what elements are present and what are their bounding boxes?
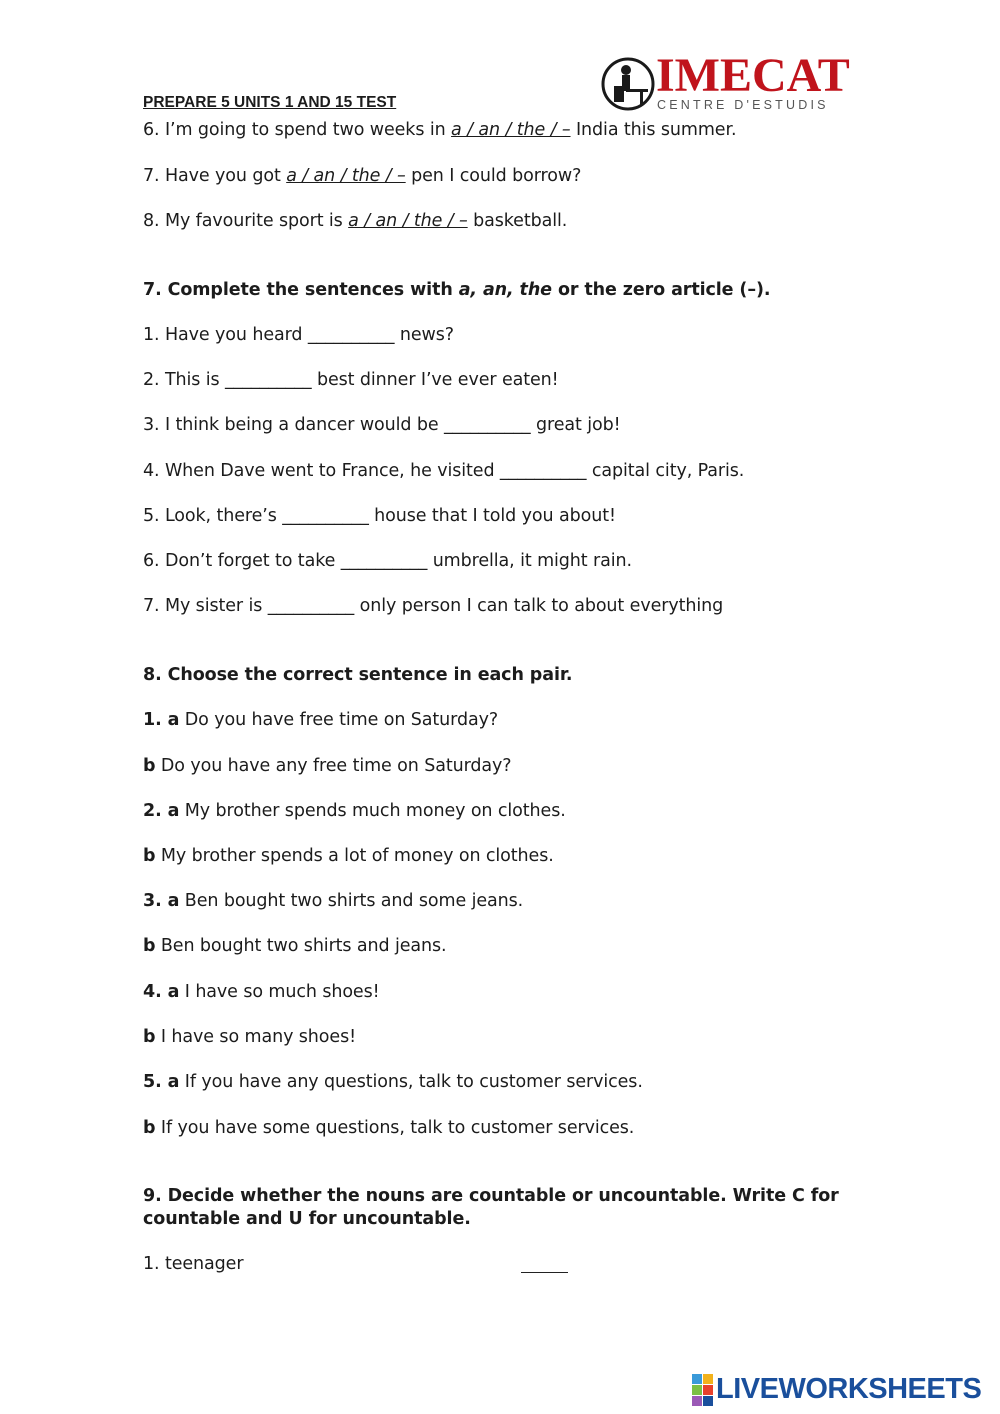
question-7-3: 3. I think being a dancer would be __________ great job! <box>143 415 621 435</box>
question-7-7: 7. My sister is __________ only person I can talk to about everything <box>143 596 724 616</box>
question-8-5b: b If you have some questions, talk to customer services. <box>143 1118 635 1138</box>
question-6-6: 6. I’m going to spend two weeks in a / an / the / – India this summer. <box>143 120 737 140</box>
answer-blank-9-1[interactable] <box>521 1257 568 1273</box>
question-8-4a: 4. a I have so much shoes! <box>143 982 380 1002</box>
question-9-1: 1. teenager <box>143 1254 244 1274</box>
logo-text: IMECAT <box>656 49 850 102</box>
question-6-8: 8. My favourite sport is a / an / the / – basketball. <box>143 211 568 231</box>
footer-brand: LIVEWORKSHEETS <box>716 1373 982 1405</box>
question-7-1: 1. Have you heard __________ news? <box>143 325 454 345</box>
section-8-heading: 8. Choose the correct sentence in each pair. <box>143 665 573 685</box>
question-8-2b: b My brother spends a lot of money on clothes. <box>143 846 554 866</box>
section-9-heading-line2: countable and U for uncountable. <box>143 1209 471 1229</box>
question-8-5a: 5. a If you have any questions, talk to customer services. <box>143 1072 643 1092</box>
question-7-2: 2. This is __________ best dinner I’ve ever eaten! <box>143 370 559 390</box>
section-9-heading-line1: 9. Decide whether the nouns are countable or uncountable. Write C for <box>143 1186 839 1206</box>
question-8-3a: 3. a Ben bought two shirts and some jeans. <box>143 891 524 911</box>
question-8-2a: 2. a My brother spends much money on clothes. <box>143 801 566 821</box>
question-7-4: 4. When Dave went to France, he visited __________ capital city, Paris. <box>143 461 745 481</box>
question-6-7: 7. Have you got a / an / the / – pen I could borrow? <box>143 166 582 186</box>
logo-subtitle: CENTRE D'ESTUDIS <box>657 98 829 112</box>
liveworksheets-logo-icon <box>692 1374 714 1408</box>
question-8-1a: 1. a Do you have free time on Saturday? <box>143 710 499 730</box>
section-7-heading: 7. Complete the sentences with a, an, the or the zero article (–). <box>143 280 771 300</box>
question-7-5: 5. Look, there’s __________ house that I told you about! <box>143 506 616 526</box>
question-7-6: 6. Don’t forget to take __________ umbrella, it might rain. <box>143 551 632 571</box>
question-8-3b: b Ben bought two shirts and jeans. <box>143 936 447 956</box>
question-8-4b: b I have so many shoes! <box>143 1027 357 1047</box>
question-8-1b: b Do you have any free time on Saturday? <box>143 756 512 776</box>
page-title: PREPARE 5 UNITS 1 AND 15 TEST <box>143 94 397 111</box>
